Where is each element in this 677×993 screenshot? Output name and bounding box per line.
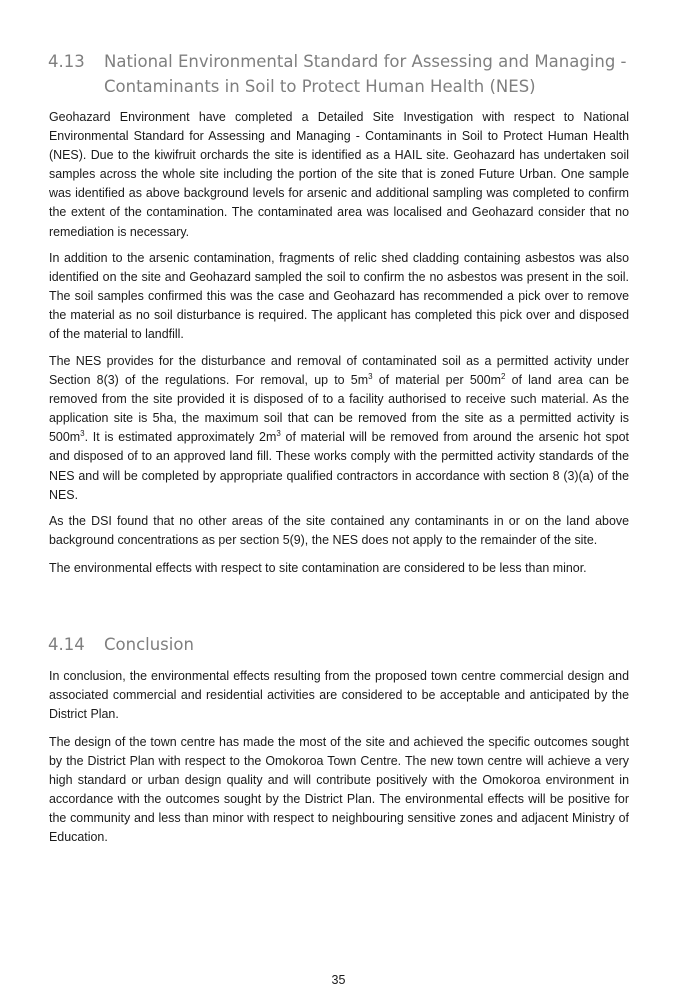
section-number: 4.13 <box>48 52 85 71</box>
paragraph-text: . It is estimated approximately 2m <box>84 430 277 445</box>
paragraph: Geohazard Environment have completed a Detailed Site Investigation with respect to National Environmental Standard for Assessing and Managing - Contaminants in Soil to Protect Human Health (NES). Due to the kiwifruit orchards the site is identified as a HAIL site. Geohazard has undertaken soil samples across the whole site including the portion of the site that is zoned Future Urban. One sample was identified as above background levels for arsenic and additional sampling was completed to confirm the extent of the contamination. The contaminated area was localised and Geohazard consider that no remediation is necessary. <box>49 110 629 239</box>
superscript: 3 <box>368 372 373 382</box>
paragraph-text: The NES provides for the disturbance and removal of contaminated soil as a permitted activity under Section 8(3) of the regulations. For removal, up to 5m <box>49 354 629 388</box>
section-title: National Environmental Standard for Assessing and Managing - Contaminants in Soil to Protect Human Health (NES) <box>104 52 627 96</box>
superscript: 2 <box>500 372 506 382</box>
paragraph: The design of the town centre has made the most of the site and achieved the specific outcomes sought by the District Plan with respect to the Omokoroa Town Centre. The new town centre will achieve a very high standard or urban design quality and will contribute positively with the Omokoroa environment in accordance with the outcomes sought by the District Plan. The environmental effects will be positive for the community and less than minor with respect to neighbouring sensitive zones and adjacent Ministry of Education. <box>49 735 629 845</box>
section-heading-4-14 <box>48 632 638 657</box>
paragraph-text: of material will be removed from around the arsenic hot spot and disposed of to an approved land fill. These works comply with the permitted activity standards of the NES and will be completed by appropriate qualified contractors in accordance with section 8 (3)(a) of the NES. <box>49 430 629 502</box>
paragraph-text: of land area can be removed from the site provided it is disposed of to a facility authorised to receive such material. As the application site is 5ha, the maximum soil that can be removed from the site as a permitted activity is 500m <box>49 373 629 445</box>
paragraph: In addition to the arsenic contamination, fragments of relic shed cladding containing asbestos was also identified on the site and Geohazard sampled the soil to confirm the no asbestos was present in the soil. The soil samples confirmed this was the case and Geohazard has recommended a pick over to remove the material as no soil disturbance is required. The applicant has completed this pick over and disposed of the material to landfill. <box>49 251 629 342</box>
paragraph: The environmental effects with respect to site contamination are considered to be less than minor. <box>49 561 587 575</box>
section-number: 4.14 <box>48 635 85 654</box>
section-heading-4-13 <box>48 49 638 99</box>
section-title: Conclusion <box>104 635 194 654</box>
paragraph: As the DSI found that no other areas of the site contained any contaminants in or on the land above background concentrations as per section 5(9), the NES does not apply to the remainder of the site. <box>49 514 629 548</box>
paragraph-text: of material per 500m <box>372 373 501 388</box>
paragraph <box>49 352 629 505</box>
paragraph: In conclusion, the environmental effects resulting from the proposed town centre commercial design and associated commercial and residential activities are considered to be acceptable and anticipated by the District Plan. <box>49 669 629 722</box>
page-number: 35 <box>331 973 346 987</box>
superscript: 3 <box>80 429 85 439</box>
superscript: 3 <box>276 429 281 439</box>
